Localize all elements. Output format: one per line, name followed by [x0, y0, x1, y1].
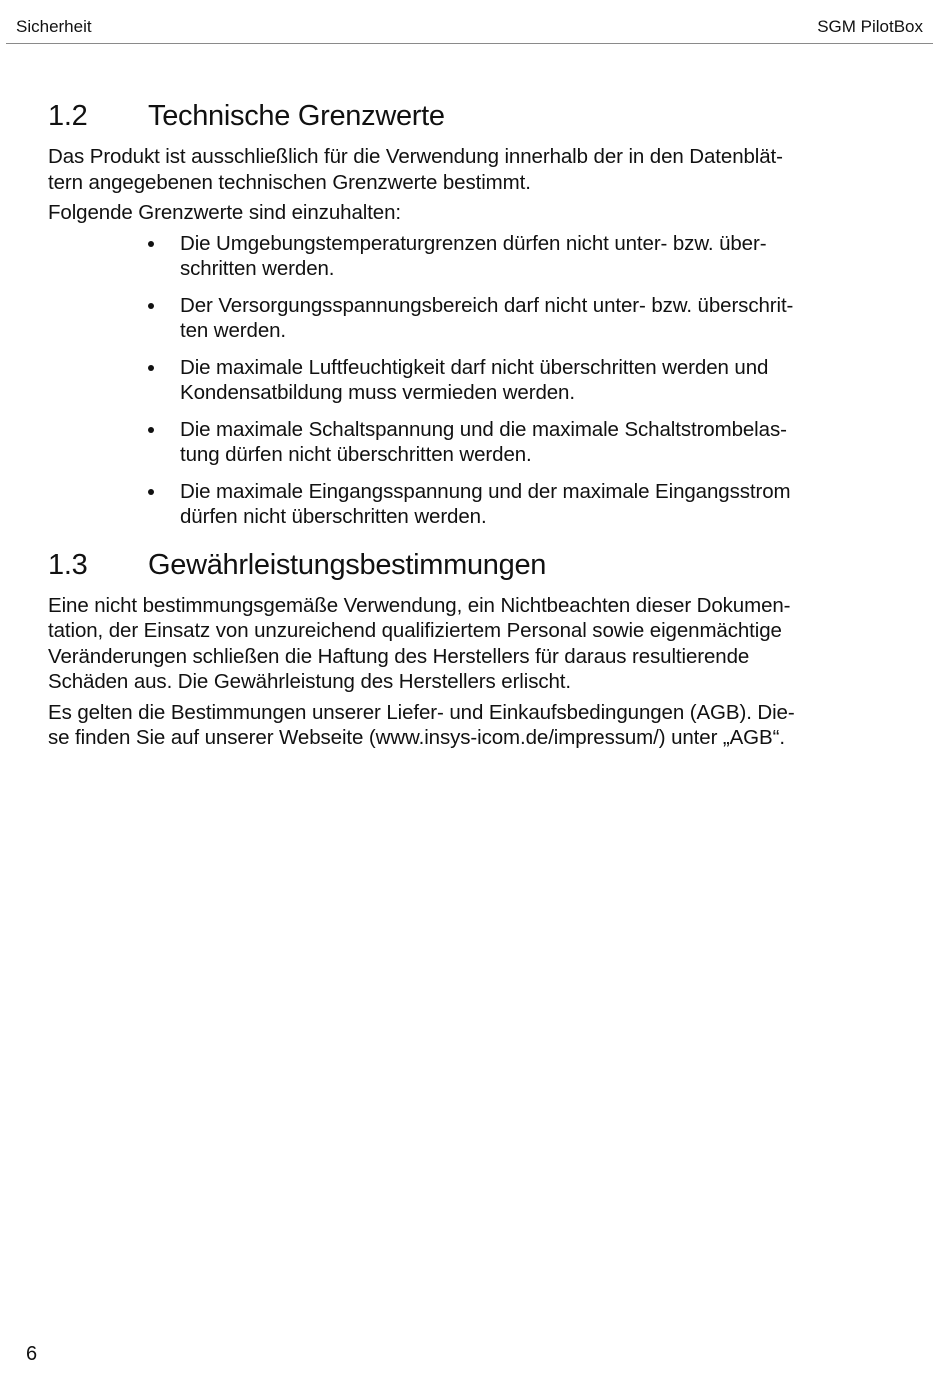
- text-line: Schäden aus. Die Gewährleistung des Herstellers erlischt.: [48, 670, 571, 693]
- list-item: [48, 231, 878, 282]
- bullet-icon: [148, 241, 154, 247]
- text-line: Der Versorgungsspannungsbereich darf nicht unter- bzw. überschrit-: [180, 293, 794, 317]
- text-line: Eine nicht bestimmungsgemäße Verwendung, ein Nichtbeachten dieser Dokumen-: [48, 593, 791, 617]
- text-line: Das Produkt ist ausschließlich für die Verwendung innerhalb der in den Datenblät-: [48, 145, 783, 168]
- bullet-icon: [148, 489, 154, 495]
- page-number: 6: [26, 1343, 38, 1365]
- text-line: tation, der Einsatz von unzureichend qualifiziertem Personal sowie eigenmächtige: [48, 619, 782, 642]
- text-line: Kondensatbildung muss vermieden werden.: [180, 381, 575, 404]
- text-line: se finden Sie auf unserer Webseite (www.insys-icom.de/impressum/) unter „AGB“.: [48, 726, 785, 749]
- lead-paragraph: [48, 200, 878, 226]
- list-item: [48, 417, 878, 468]
- text-line: Die maximale Luftfeuchtigkeit darf nicht überschritten werden und: [180, 355, 769, 379]
- text-line: Die Umgebungstemperaturgrenzen dürfen nicht unter- bzw. über-: [180, 231, 767, 255]
- text-line: tern angegebenen technischen Grenzwerte bestimmt.: [48, 170, 531, 194]
- text-line: Die maximale Schaltspannung und die maximale Schaltstrombelas-: [180, 417, 787, 441]
- section-heading-1-2: [48, 98, 878, 134]
- warranty-paragraph: [48, 593, 878, 695]
- list-item: [48, 355, 878, 406]
- text-line: Folgende Grenzwerte sind einzuhalten:: [48, 201, 401, 224]
- list-item: [48, 479, 878, 530]
- text-line: tung dürfen nicht überschritten werden.: [180, 443, 532, 466]
- text-line: ten werden.: [180, 319, 287, 342]
- terms-paragraph: [48, 700, 878, 751]
- header-product-name: SGM PilotBox: [817, 17, 923, 36]
- bullet-icon: [148, 427, 154, 433]
- section-title: Gewährleistungsbestimmungen: [148, 548, 547, 581]
- section-heading-1-3: [48, 547, 878, 583]
- section-number: 1.2: [48, 100, 88, 132]
- bullet-icon: [148, 303, 154, 309]
- section-number: 1.3: [48, 548, 88, 581]
- text-line: Veränderungen schließen die Haftung des Herstellers für daraus resultierende: [48, 644, 750, 668]
- header-chapter-title: Sicherheit: [16, 17, 92, 36]
- text-line: dürfen nicht überschritten werden.: [180, 505, 487, 528]
- intro-paragraph: [48, 144, 878, 195]
- bullet-icon: [148, 365, 154, 371]
- section-title: Technische Grenzwerte: [148, 100, 445, 132]
- text-line: schritten werden.: [180, 257, 335, 280]
- text-line: Es gelten die Bestimmungen unserer Liefer- und Einkaufsbedingungen (AGB). Die-: [48, 700, 795, 724]
- limits-list: [48, 231, 878, 530]
- list-item: [48, 293, 878, 344]
- text-line: Die maximale Eingangsspannung und der maximale Eingangsstrom: [180, 479, 791, 503]
- page-header: [6, 0, 933, 44]
- page-content: [48, 98, 878, 756]
